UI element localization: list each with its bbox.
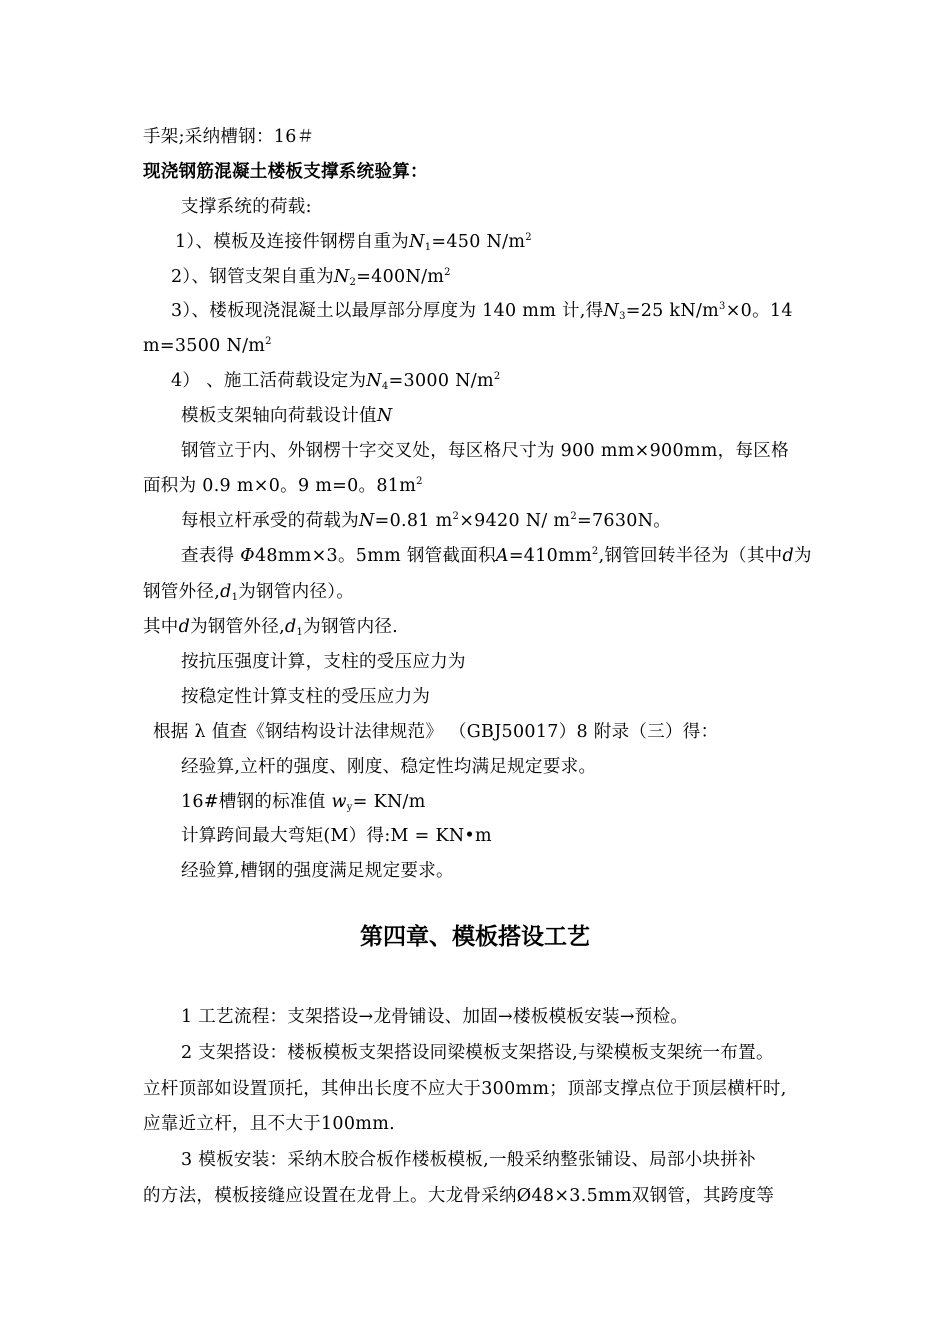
text-fragment: 钢管外径,	[143, 582, 221, 602]
math-var: A	[495, 546, 509, 566]
text-fragment: 模板支架轴向荷载设计值	[181, 406, 377, 426]
text-line	[181, 791, 426, 813]
text-fragment: 2）、钢管支架自重为	[171, 267, 334, 287]
math-var: d	[178, 617, 191, 637]
text-line	[143, 335, 272, 357]
text-fragment: =0.81 m	[374, 511, 453, 531]
math-var: N	[366, 371, 382, 391]
text-fragment: =3000 N/m	[388, 371, 494, 391]
text-line: 2 支架搭设：楼板模板支架搭设同梁模板支架搭设,与梁模板支架统一布置。	[181, 1043, 774, 1063]
text-line	[181, 405, 392, 427]
text-fragment: ×9420 N/ m	[459, 511, 571, 531]
text-fragment: =450 N/m	[431, 232, 526, 252]
math-var: d	[285, 617, 297, 637]
subscript: 1	[424, 242, 432, 253]
subscript: 2	[349, 277, 357, 288]
text-line: 1 工艺流程：支架搭设→龙骨铺设、加固→楼板模板安装→预检。	[181, 1007, 689, 1027]
text-line: 手架;采纳槽钢：16＃	[143, 127, 315, 147]
text-line	[171, 266, 451, 288]
text-line	[175, 231, 532, 253]
text-line: 按抗压强度计算，支柱的受压应力为	[181, 652, 466, 672]
math-var: w	[331, 792, 347, 812]
superscript: 2	[416, 476, 423, 487]
text-line: 3 模板安装：采纳木胶合板作楼板模板,一般采纳整张铺设、局部小块拼补	[181, 1150, 756, 1170]
subscript: 4	[381, 381, 389, 392]
superscript: 2	[525, 232, 532, 243]
text-fragment: =25 kN/m	[625, 301, 720, 321]
subscript: 1	[231, 592, 239, 603]
text-fragment: = KN/m	[352, 792, 426, 812]
text-line: 钢管立于内、外钢楞十字交叉处，每区格尺寸为 900 mm×900mm，每区格	[181, 441, 789, 461]
superscript: 2	[570, 511, 577, 522]
text-line: 经验算,槽钢的强度满足规定要求。	[181, 861, 454, 881]
text-fragment: 每根立杆承受的荷载为	[181, 511, 359, 531]
subscript: 1	[296, 627, 304, 638]
subscript: y	[346, 802, 353, 813]
superscript: 2	[452, 511, 460, 522]
superscript: 2	[493, 371, 501, 382]
math-symbol: Φ	[240, 546, 255, 566]
text-fragment: 48mm×3。5mm 钢管截面积	[254, 546, 496, 566]
text-line: 的方法，模板接缝应设置在龙骨上。大龙骨采纳Ø48×3.5mm双钢管，其跨度等	[143, 1186, 775, 1206]
text-line	[143, 475, 423, 497]
text-fragment: 4） 、施工活荷载设定为	[171, 371, 367, 391]
text-line: 按稳定性计算支柱的受压应力为	[181, 687, 431, 707]
text-line: 立杆顶部如设置顶托，其伸出长度不应大于300mm；顶部支撑点位于顶层横杆时,	[143, 1079, 787, 1099]
text-line	[143, 616, 398, 638]
superscript: 3	[719, 301, 726, 312]
text-line: 经验算,立杆的强度、刚度、稳定性均满足规定要求。	[181, 757, 597, 777]
superscript: 2	[265, 336, 272, 347]
math-var: N	[359, 511, 375, 531]
math-var: N	[409, 232, 425, 252]
text-fragment: =410mm	[508, 546, 592, 566]
math-var: N	[603, 301, 620, 321]
text-line	[181, 545, 812, 567]
text-fragment: =400N/m	[356, 267, 445, 287]
text-line: 支撑系统的荷载:	[181, 197, 312, 217]
text-fragment: 为钢管外径,	[190, 617, 285, 637]
math-var: N	[376, 406, 393, 426]
text-fragment: 3）、楼板现浇混凝土以最厚部分厚度为 140 mm 计,得	[171, 301, 604, 321]
superscript: 2	[591, 546, 599, 557]
text-line	[171, 370, 501, 392]
text-line	[143, 581, 354, 603]
text-fragment: 查表得	[181, 546, 235, 566]
text-fragment: m=3500 N/m	[143, 336, 266, 356]
text-fragment: 1）、模板及连接件钢楞自重为	[175, 232, 410, 252]
text-fragment: 面积为 0.9 m×0。9 m=0。81m	[143, 476, 417, 496]
text-fragment: 其中	[143, 617, 179, 637]
text-fragment: 为	[793, 546, 812, 566]
math-var: N	[333, 267, 350, 287]
text-fragment: ,钢管回转半径为（其中	[598, 546, 783, 566]
text-line	[181, 510, 671, 532]
text-fragment: ×0。14	[725, 301, 793, 321]
text-line: 计算跨间最大弯矩(M）得:M = KN•m	[181, 826, 492, 846]
text-line	[171, 300, 793, 322]
math-var: d	[782, 546, 794, 566]
text-fragment: 为钢管内径.	[303, 617, 399, 637]
section-title: 现浇钢筋混凝土楼板支撑系统验算：	[143, 162, 428, 182]
text-fragment: 16#槽钢的标准值	[181, 792, 326, 812]
superscript: 2	[444, 267, 451, 278]
text-fragment: 为钢管内径）。	[238, 582, 355, 602]
math-var: d	[220, 582, 232, 602]
subscript: 3	[619, 311, 626, 322]
text-line: 应靠近立杆，且不大于100mm.	[143, 1114, 395, 1134]
text-line: 根据 λ 值查《钢结构设计法律规范》 （GBJ50017）8 附录（三）得：	[153, 722, 719, 742]
chapter-heading: 第四章、模板搭设工艺	[360, 923, 590, 950]
text-fragment: =7630N。	[577, 511, 672, 531]
